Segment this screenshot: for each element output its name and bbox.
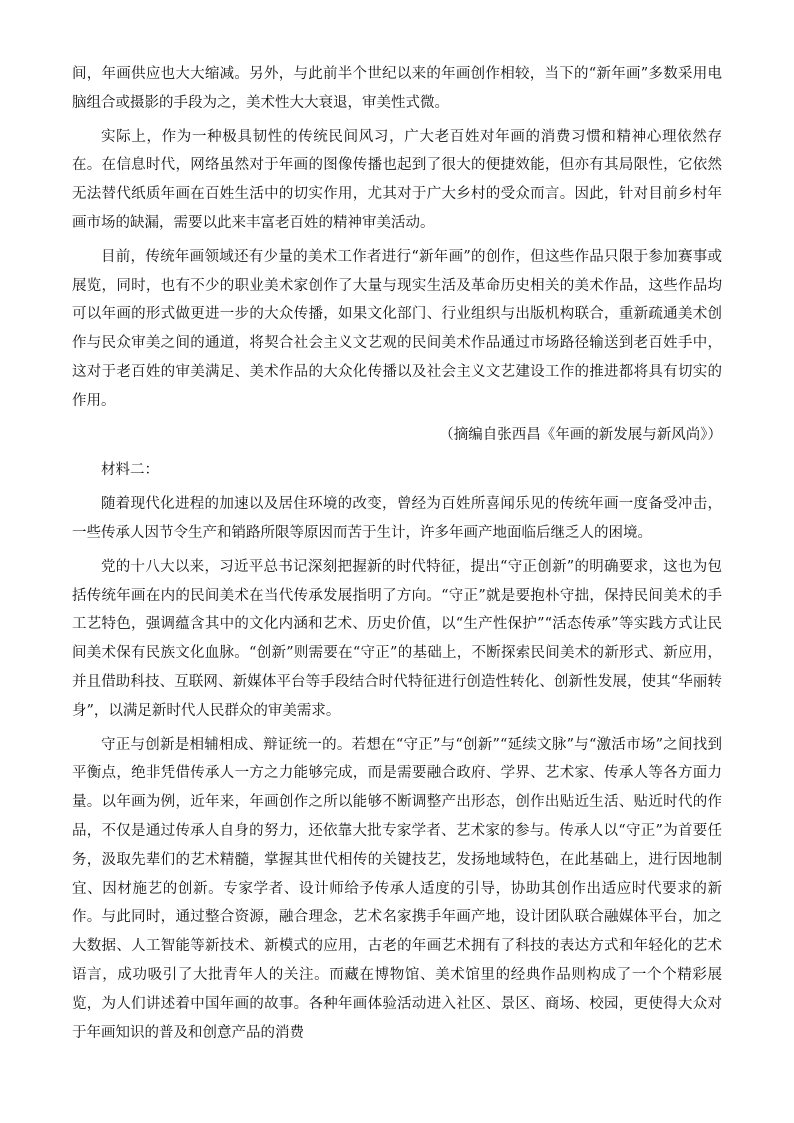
source-citation: （摘编自张西昌《年画的新发展与新风尚》） (439, 426, 722, 443)
document-page (72, 60, 722, 1052)
paragraph-practice: 实际上，作为一种极具韧性的传统民间风习，广大老百姓对年画的消费习惯和精神心理依然存在。在信息时代，网络虽然对于年画的图像传播也起到了很大的便捷效能，但亦有其局限性，它依然无法替代纸质年画在百姓生活中的切实作用，尤其对于广大乡村的受众而言。因此，针对目前乡村年画市场的缺漏，需要以此来丰富老百姓的精神审美活动。 (72, 128, 722, 231)
paragraph-current: 目前，传统年画领域还有少量的美术工作者进行“新年画”的创作，但这些作品只限于参加赛事或展览，同时，也有不少的职业美术家创作了大量与现实生活及革命历史相关的美术作品，这些作品均可以年画的形式做更进一步的大众传播，如果文化部门、行业组织与出版机构联合，重新疏通美术创作与民众审美之间的通道，将契合社会主义文艺观的民间美术作品通过市场路径输送到老百姓手中，这对于老百姓的审美满足、美术作品的大众化传播以及社会主义文艺建设工作的推进都将具有切实的作用。 (72, 248, 722, 409)
paragraph-modernization: 随着现代化进程的加速以及居住环境的改变，曾经为百姓所喜闻乐见的传统年画一度备受冲击，一些传承人因节令生产和销路所限等原因而苦于生计，许多年画产地面临后继乏人的困境。 (72, 496, 722, 541)
paragraph-continuation: 间，年画供应也大大缩减。另外，与此前半个世纪以来的年画创作相较，当下的“新年画”多数采用电脑组合或摄影的手段为之，美术性大大衰退，审美性式微。 (72, 66, 722, 111)
material-two-heading: 材料二： (101, 462, 159, 479)
paragraph-innovation: 党的十八大以来，习近平总书记深刻把握新的时代特征，提出“守正创新”的明确要求，这也为包括传统年画在内的民间美术在当代传承发展指明了方向。“守正”就是要抱朴守拙，保持民间美术的手工艺特色，强调蕴含其中的文化内涵和艺术、历史价值，以“生产性保护”“活态传承”等实践方式让民间美术保有民族文化血脉。“创新”则需要在“守正”的基础上，不断探索民间美术的新形式、新应用，并且借助科技、互联网、新媒体平台等手段结合时代特征进行创造性转化、创新性发展，使其“华丽转身”，以满足新时代人民群众的审美需求。 (72, 558, 722, 719)
paragraph-balance: 守正与创新是相辅相成、辩证统一的。若想在“守正”与“创新”“延续文脉”与“激活市场”之间找到平衡点，绝非凭借传承人一方之力能够完成，而是需要融合政府、学界、艺术家、传承人等各方面力量。以年画为例，近年来，年画创作之所以能够不断调整产出形态，创作出贴近生活、贴近时代的作品，不仅是通过传承人自身的努力，还依靠大批专家学者、艺术家的参与。传承人以“守正”为首要任务，汲取先辈们的艺术精髓，掌握其世代相传的关键技艺，发扬地域特色，在此基础上，进行因地制宜、因材施艺的创新。专家学者、设计师给予传承人适度的引导，协助其创作出适应时代要求的新作。与此同时，通过整合资源，融合理念，艺术名家携手年画产地，设计团队联合融媒体平台，加之大数据、人工智能等新技术、新模式的应用，古老的年画艺术拥有了科技的表达方式和年轻化的艺术语言，成功吸引了大批青年人的关注。而藏在博物馆、美术馆里的经典作品则构成了一个个精彩展览，为人们讲述着中国年画的故事。各种年画体验活动进入社区、景区、商场、校园，更使得大众对于年画知识的普及和创意产品的消费 (72, 736, 722, 1041)
